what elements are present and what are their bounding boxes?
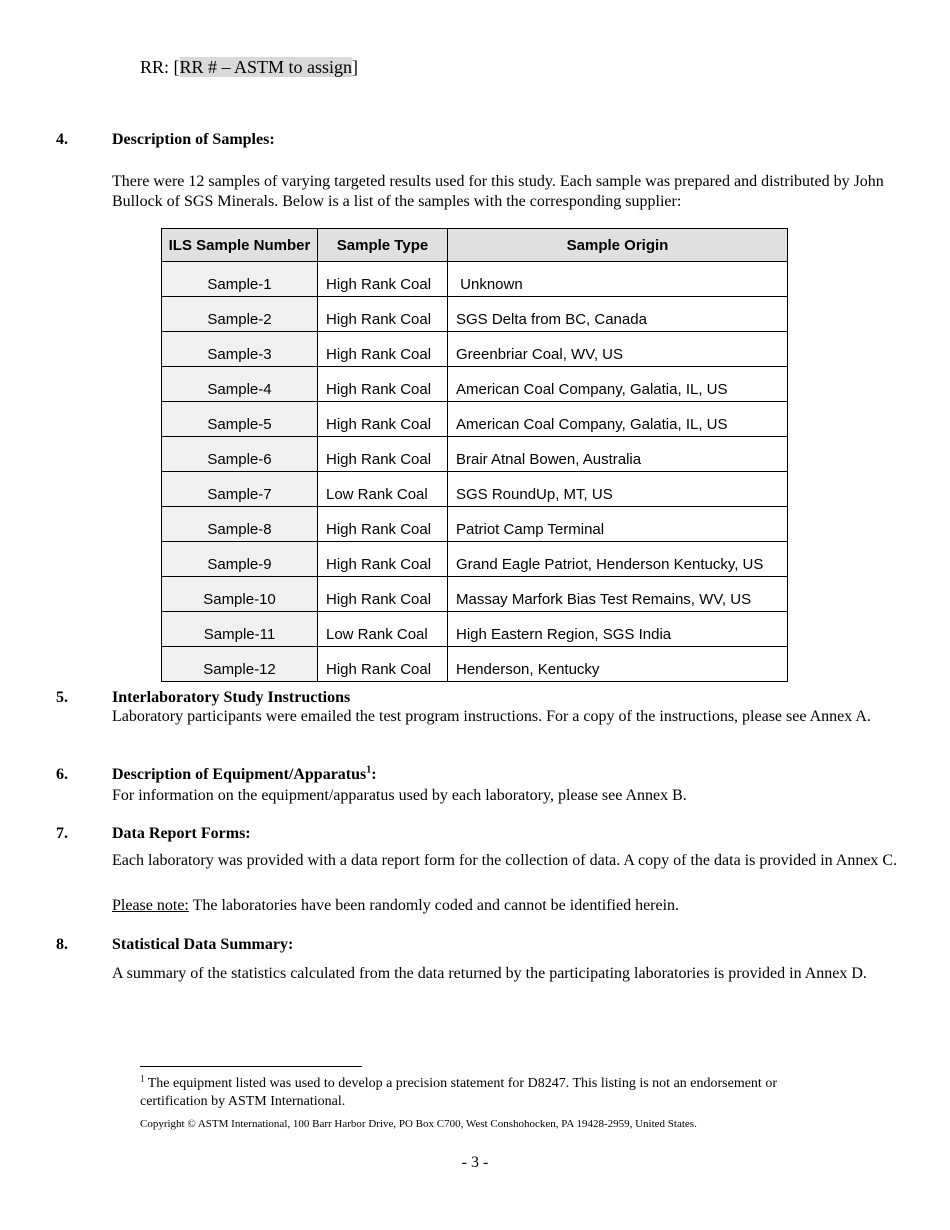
section-7-note [112, 896, 902, 916]
section-7-number: 7. [56, 825, 68, 842]
section-6-title [112, 766, 377, 784]
sample-type: High Rank Coal [318, 332, 448, 367]
sample-type: Low Rank Coal [318, 472, 448, 507]
sample-type: High Rank Coal [318, 262, 448, 297]
sample-number: Sample-11 [162, 612, 318, 647]
section-5-number: 5. [56, 689, 68, 706]
sample-origin: Massay Marfork Bias Test Remains, WV, US [448, 577, 788, 612]
sample-origin: American Coal Company, Galatia, IL, US [448, 367, 788, 402]
sample-origin: SGS Delta from BC, Canada [448, 297, 788, 332]
sample-number: Sample-9 [162, 542, 318, 577]
table-row [162, 367, 788, 402]
sample-number: Sample-12 [162, 647, 318, 682]
sample-number: Sample-4 [162, 367, 318, 402]
section-5-body: Laboratory participants were emailed the test program instructions. For a copy of the instructions, please see Annex A. [112, 708, 871, 725]
section-4-body: There were 12 samples of varying targeted results used for this study. Each sample was prepared and distributed by John Bullock of SGS Minerals. Below is a list of the samples with the corresponding supplier: [112, 173, 884, 210]
header-sample-origin: Sample Origin [448, 229, 788, 262]
section-8-number: 8. [56, 936, 68, 953]
table-row [162, 297, 788, 332]
table-row [162, 507, 788, 542]
sample-number: Sample-6 [162, 437, 318, 472]
sample-type: High Rank Coal [318, 577, 448, 612]
header-ils-sample-number: ILS Sample Number [162, 229, 318, 262]
copyright: Copyright © ASTM International, 100 Barr Harbor Drive, PO Box C700, West Conshohocken, PA 19428-2959, United States. [140, 1118, 697, 1130]
sample-type: High Rank Coal [318, 542, 448, 577]
sample-origin: Brair Atnal Bowen, Australia [448, 437, 788, 472]
rr-header [140, 56, 358, 78]
table-row [162, 542, 788, 577]
section-6-title-text: Description of Equipment/Apparatus [112, 766, 367, 783]
sample-origin: High Eastern Region, SGS India [448, 612, 788, 647]
section-7-body: Each laboratory was provided with a data report form for the collection of data. A copy of the data is provided in Annex C. [112, 852, 898, 869]
sample-type: High Rank Coal [318, 507, 448, 542]
section-4-number: 4. [56, 131, 68, 148]
rr-prefix: RR: [ [140, 57, 180, 77]
sample-type: High Rank Coal [318, 437, 448, 472]
sample-number: Sample-8 [162, 507, 318, 542]
footnote-mark: 1 [140, 1073, 145, 1084]
table-row [162, 472, 788, 507]
sample-origin: Greenbriar Coal, WV, US [448, 332, 788, 367]
sample-origin: American Coal Company, Galatia, IL, US [448, 402, 788, 437]
sample-number: Sample-7 [162, 472, 318, 507]
sample-origin: Unknown [448, 262, 788, 297]
table-row [162, 577, 788, 612]
table-row [162, 647, 788, 682]
rr-suffix: ] [352, 57, 359, 77]
footnote-ref: 1 [366, 764, 372, 776]
sample-number: Sample-5 [162, 402, 318, 437]
section-8-body: A summary of the statistics calculated from the data returned by the participating laboratories is provided in Annex D. [112, 965, 867, 982]
section-8-title: Statistical Data Summary: [112, 936, 294, 953]
rr-placeholder: RR # – ASTM to assign [179, 57, 353, 77]
sample-number: Sample-3 [162, 332, 318, 367]
table-row [162, 612, 788, 647]
sample-origin: Patriot Camp Terminal [448, 507, 788, 542]
section-4-title: Description of Samples: [112, 131, 275, 148]
section-5-title: Interlaboratory Study Instructions [112, 689, 351, 706]
sample-number: Sample-1 [162, 262, 318, 297]
sample-origin: Henderson, Kentucky [448, 647, 788, 682]
sample-origin: SGS RoundUp, MT, US [448, 472, 788, 507]
sample-type: High Rank Coal [318, 297, 448, 332]
table-header-row [162, 229, 788, 262]
table-row [162, 437, 788, 472]
page-number: - 3 - [461, 1154, 489, 1171]
sample-number: Sample-2 [162, 297, 318, 332]
footnote-text: The equipment listed was used to develop a precision statement for D8247. This listing is not an endorsement or certification by ASTM International. [140, 1076, 777, 1109]
sample-type: High Rank Coal [318, 367, 448, 402]
table-row [162, 402, 788, 437]
samples-table [161, 228, 788, 682]
note-label: Please note: [112, 897, 189, 914]
sample-type: High Rank Coal [318, 647, 448, 682]
sample-type: Low Rank Coal [318, 612, 448, 647]
sample-type: High Rank Coal [318, 402, 448, 437]
section-7-title: Data Report Forms: [112, 825, 251, 842]
footnote-divider [140, 1066, 362, 1067]
section-6-title-colon: : [371, 766, 377, 783]
footnote [140, 1075, 800, 1111]
sample-number: Sample-10 [162, 577, 318, 612]
section-6-body: For information on the equipment/apparatus used by each laboratory, please see Annex B. [112, 787, 687, 804]
header-sample-type: Sample Type [318, 229, 448, 262]
table-row [162, 332, 788, 367]
note-text: The laboratories have been randomly coded and cannot be identified herein. [188, 897, 680, 914]
table-row [162, 262, 788, 297]
sample-origin: Grand Eagle Patriot, Henderson Kentucky, US [448, 542, 788, 577]
section-6-number: 6. [56, 766, 68, 783]
